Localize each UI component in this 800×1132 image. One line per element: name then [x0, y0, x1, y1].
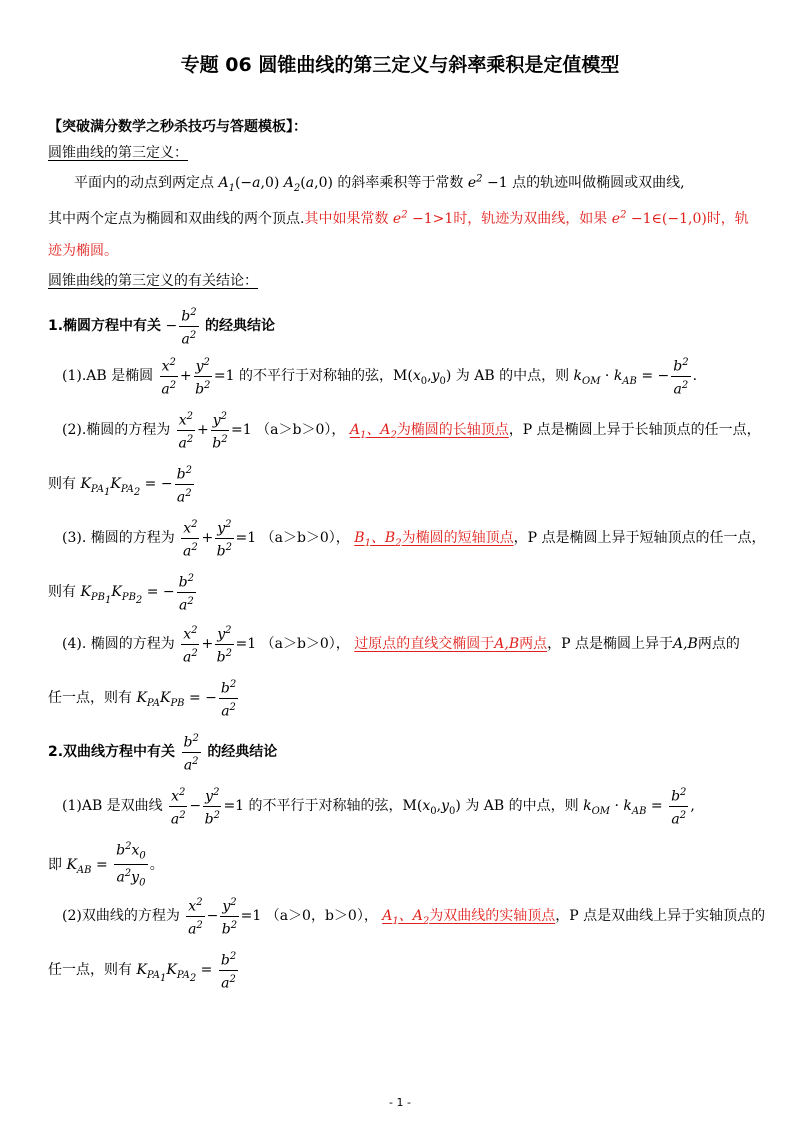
section-2-heading-suffix: 的经典结论 — [207, 744, 278, 761]
item-1-3-cond: （a＞b＞0）， — [260, 530, 350, 547]
item-1-4-cond: （a＞b＞0）， — [260, 636, 350, 653]
item-2-1-text-b: 的不平行于对称轴的弦，M — [248, 798, 417, 815]
item-2-2-red: 为双曲线的实轴顶点 — [429, 908, 556, 925]
item-1-2-text-b: ，P 点是椭圆上异于长轴顶点的任一点， — [508, 422, 761, 439]
item-2-1-result: 即 $K_{AB}$ = $\frac{b^2x_0}{a^2y_0}$ 。 — [48, 838, 164, 892]
section-1-heading: 1.椭圆方程中有关 − $\frac{b^2}{a^2}$ 的经典结论 — [48, 304, 275, 348]
item-1-1-text-b: 的不平行于对称轴的弦，M — [239, 368, 408, 385]
item-2-2-text-c: 任一点，则有 — [48, 962, 132, 979]
def-text-b: 的斜率乘积等于常数 — [337, 175, 464, 191]
item-1-3: (3). 椭圆的方程为 $\frac{x^2}{a^2}$ + $\frac{y^2}{b^2}$ =1 （a＞b＞0）， $B_1$、$B_2$为椭圆的短轴顶点，P 点是椭圆上异于短轴顶点的任一点， — [62, 516, 765, 560]
def-red-3: 时，轨 — [706, 211, 749, 227]
page-title: 专题 06 圆锥曲线的第三定义与斜率乘积是定值模型 — [180, 54, 620, 76]
formula-A1: $A_1$ — [218, 175, 235, 194]
section-2-heading: 2.双曲线方程中有关 $\frac{b^2}{a^2}$ 的经典结论 — [48, 730, 277, 774]
item-2-1-text-c: 为 AB 的中点，则 — [465, 798, 579, 815]
item-1-1-text-c: 为 AB 的中点，则 — [455, 368, 570, 385]
conclusion-heading: 圆锥曲线的第三定义的有关结论： — [48, 273, 258, 289]
definition-heading: 圆锥曲线的第三定义： — [48, 145, 188, 161]
section-1-heading-text: 1.椭圆方程中有关 — [48, 318, 162, 335]
section-2-heading-text: 2.双曲线方程中有关 — [48, 744, 176, 761]
item-1-2-result: 则有 $K_{PA_1}K_{PA_2}$ = − $\frac{b^2}{a^2}$ — [48, 462, 196, 506]
item-1-1: (1).AB 是椭圆 $\frac{x^2}{a^2}$ + $\frac{y^2}{b^2}$ =1 的不平行于对称轴的弦，$M(x_0,y_0)$ 为 AB 的中点，则 $k_{OM} \cdot k_{AB}$ = − $\frac{b^2}{a^2}$ . — [62, 354, 697, 398]
item-2-2-result: 任一点，则有 $K_{PA_1}K_{PA_2}$ = $\frac{b^2}{a^2}$ — [48, 948, 240, 992]
item-2-2-text-a: (2)双曲线的方程为 — [62, 908, 180, 925]
item-1-4-text-a: (4). 椭圆的方程为 — [62, 636, 175, 653]
section-1-heading-suffix: 的经典结论 — [205, 318, 276, 335]
item-2-1-text-d: 即 — [48, 856, 62, 873]
item-1-3-text-a: (3). 椭圆的方程为 — [62, 530, 175, 547]
item-2-1: (1)AB 是双曲线 $\frac{x^2}{a^2}$ − $\frac{y^2}{b^2}$ =1 的不平行于对称轴的弦，$M(x_0,y_0)$ 为 AB 的中点，则 $k_{OM} \cdot k_{AB}$ = $\frac{b^2}{a^2}$ , — [62, 784, 695, 828]
definition-line-1: 平面内的动点到两定点 $A_1(-a,0)$ $A_2(a,0)$ 的斜率乘积等于常数 $e^2 -1$ 点的轨迹叫做椭圆或双曲线, — [74, 173, 685, 194]
item-2-2-cond: （a＞0，b＞0）， — [265, 908, 378, 925]
item-1-2-text-a: (2).椭圆的方程为 — [62, 422, 171, 439]
item-1-2: (2).椭圆的方程为 $\frac{x^2}{a^2}$ + $\frac{y^2}{b^2}$ =1 （a＞b＞0）， $A_1$、$A_2$为椭圆的长轴顶点，P 点是椭圆上异于长轴顶点的任一点， — [62, 408, 761, 452]
item-1-4-text-b2: 两点的 — [697, 636, 740, 653]
item-2-2-text-b: ，P 点是双曲线上异于实轴顶点的 — [555, 908, 766, 925]
def-text-a: 平面内的动点到两定点 — [74, 175, 214, 191]
formula-A2: $A_2$ — [283, 175, 301, 194]
item-1-1-text-a: (1).AB 是椭圆 — [62, 368, 154, 385]
item-2-2: (2)双曲线的方程为 $\frac{x^2}{a^2}$ − $\frac{y^2}{b^2}$ =1 （a＞0，b＞0）， $A_1$、$A_2$为双曲线的实轴顶点，P 点是双曲线上异于实轴顶点的 — [62, 894, 765, 938]
item-1-4: (4). 椭圆的方程为 $\frac{x^2}{a^2}$ + $\frac{y^2}{b^2}$ =1 （a＞b＞0）， 过原点的直线交椭圆于A,B两点，P 点是椭圆上异于A,B两点的 — [62, 622, 740, 666]
definition-line-2 — [48, 208, 749, 228]
item-1-2-red: 为椭圆的长轴顶点 — [396, 422, 509, 439]
item-1-4-text-b: ，P 点是椭圆上异于 — [547, 636, 673, 653]
item-1-3-text-b: ，P 点是椭圆上异于短轴顶点的任一点， — [513, 530, 766, 547]
item-1-3-text-c: 则有 — [48, 584, 76, 601]
item-1-4-text-c: 任一点，则有 — [48, 690, 132, 707]
def-text-c: 点的轨迹叫做椭圆或双曲线, — [512, 175, 685, 191]
definition-line-3: 迹为椭圆。 — [48, 243, 118, 259]
formula-e2-minus-1: $e^2 -1$ — [467, 173, 508, 191]
formula-e2-gt-1: $e^2 -1>1$ — [392, 209, 454, 227]
item-1-3-red: 为椭圆的短轴顶点 — [401, 530, 514, 547]
item-1-4-red: 过原点的直线交椭圆于 — [354, 636, 495, 653]
item-1-4-red-2: 两点 — [519, 636, 548, 653]
def-red-1: 其中如果常数 — [304, 211, 389, 227]
item-1-4-result: 任一点，则有 $K_{PA}K_{PB}$ = − $\frac{b^2}{a^2}$ — [48, 676, 240, 720]
item-2-1-text-a: (1)AB 是双曲线 — [62, 798, 163, 815]
item-1-2-text-c: 则有 — [48, 476, 76, 493]
item-1-3-result: 则有 $K_{PB_1}K_{PB_2}$ = − $\frac{b^2}{a^2}$ — [48, 570, 198, 614]
item-1-2-cond: （a＞b＞0）， — [256, 422, 346, 439]
formula-e2-in-interval: $e^2$ −1∈(−1,0) — [611, 209, 707, 227]
page-number: - 1 - — [389, 1096, 411, 1109]
template-header: 【突破满分数学之秒杀技巧与答题模板】： — [48, 119, 307, 135]
def-text-d: 其中两个定点为椭圆和双曲线的两个顶点. — [48, 211, 305, 227]
def-red-2: 时，轨迹为双曲线，如果 — [453, 211, 608, 227]
fraction-b2-a2: $\frac{b^2}{a^2}$ — [179, 304, 198, 348]
